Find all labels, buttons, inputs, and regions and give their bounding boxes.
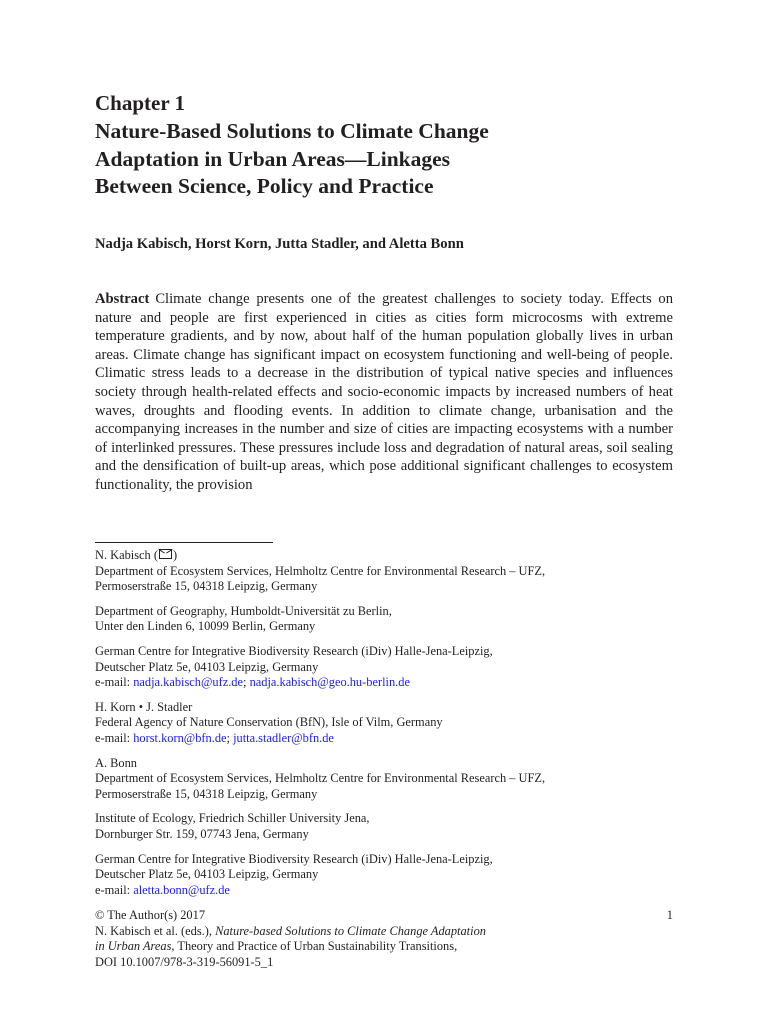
affiliation-line: Department of Ecosystem Services, Helmholtz Centre for Environmental Research – UFZ,: [95, 563, 546, 578]
affiliation-line: Permoserstraße 15, 04318 Leipzig, Germany: [95, 786, 318, 801]
author-name: H. Korn • J. Stadler: [95, 699, 193, 714]
chapter-title: [95, 118, 673, 201]
affiliation-kabisch-3: [95, 644, 673, 691]
chapter-label: Chapter 1: [95, 91, 186, 115]
chapter-title-line: Between Science, Policy and Practice: [95, 174, 434, 198]
email-line: e-mail: horst.korn@bfn.de; jutta.stadler@bfn.de: [95, 730, 334, 745]
book-title: Nature-based Solutions to Climate Change Adaptation: [215, 923, 486, 938]
affiliation-kabisch-2: [95, 604, 673, 635]
copyright: © The Author(s) 2017: [95, 908, 206, 922]
affiliation-line: Institute of Ecology, Friedrich Schiller University Jena,: [95, 811, 370, 826]
affiliation-bonn-2: [95, 811, 673, 842]
citation-line: N. Kabisch et al. (eds.), Nature-based Solutions to Climate Change Adaptation: [95, 923, 486, 938]
affiliations: [95, 548, 673, 907]
affiliation-line: Permoserstraße 15, 04318 Leipzig, Germany: [95, 579, 318, 594]
doi: DOI 10.1007/978-3-319-56091-5_1: [95, 954, 274, 969]
affiliation-line: Federal Agency of Nature Conservation (BfN), Isle of Vilm, Germany: [95, 715, 443, 730]
email-link[interactable]: nadja.kabisch@ufz.de: [133, 675, 244, 690]
email-link[interactable]: aletta.bonn@ufz.de: [133, 882, 230, 897]
affiliation-bonn: [95, 756, 673, 803]
affiliation-line: Deutscher Platz 5e, 04103 Leipzig, Germany: [95, 659, 319, 674]
email-link[interactable]: nadja.kabisch@geo.hu-berlin.de: [249, 675, 410, 690]
email-link[interactable]: jutta.stadler@bfn.de: [233, 730, 334, 745]
email-link[interactable]: horst.korn@bfn.de: [133, 730, 227, 745]
chapter-title-line: Nature-Based Solutions to Climate Change: [95, 119, 489, 143]
author-name: A. Bonn: [95, 755, 137, 770]
affiliation-line: German Centre for Integrative Biodiversity Research (iDiv) Halle-Jena-Leipzig,: [95, 643, 493, 658]
affiliation-line: Department of Geography, Humboldt-Universität zu Berlin,: [95, 603, 392, 618]
page-footer: [95, 908, 673, 970]
affiliation-line: Unter den Linden 6, 10099 Berlin, Germany: [95, 619, 316, 634]
author-list: Nadja Kabisch, Horst Korn, Jutta Stadler, and Aletta Bonn: [95, 236, 464, 252]
chapter-title-line: Adaptation in Urban Areas—Linkages: [95, 146, 451, 171]
affiliation-kabisch: [95, 548, 673, 595]
email-line: e-mail: aletta.bonn@ufz.de: [95, 882, 230, 897]
envelope-icon[interactable]: [159, 549, 172, 559]
email-line: e-mail: nadja.kabisch@ufz.de; nadja.kabisch@geo.hu-berlin.de: [95, 675, 410, 690]
abstract-label: Abstract: [95, 291, 150, 307]
footnote-divider: [95, 542, 273, 543]
affiliation-korn-stadler: [95, 700, 673, 747]
author-name: N. Kabisch ( ): [95, 548, 178, 562]
affiliation-line: German Centre for Integrative Biodiversity Research (iDiv) Halle-Jena-Leipzig,: [95, 851, 493, 866]
affiliation-line: Dornburger Str. 159, 07743 Jena, Germany: [95, 826, 309, 841]
affiliation-line: Deutscher Platz 5e, 04103 Leipzig, Germany: [95, 867, 319, 882]
book-title: in Urban Areas: [95, 939, 172, 954]
affiliation-line: Department of Ecosystem Services, Helmholtz Centre for Environmental Research – UFZ,: [95, 771, 546, 786]
affiliation-bonn-3: [95, 852, 673, 899]
abstract: [95, 290, 673, 495]
page-number: 1: [666, 908, 673, 922]
citation-line: in Urban Areas, Theory and Practice of Urban Sustainability Transitions,: [95, 939, 458, 954]
abstract-text: Climate change presents one of the greatest challenges to society today. Effects on nature and people are first experienced in cities as cities form microcosms with extreme temperature gradients, and by now, about half of the human population globally lives in urban areas. Climate change has significant impact on ecosystem functioning and well-being of people. Climatic stress leads to a decrease in the distribution of typical native species and influences society through health-related effects and socio-economic impacts by increased numbers of heat waves, droughts and flooding events. In addition to climate change, urbanisation and the accompanying increases in the number and size of cities are impacting ecosystems with a number of interlinked pressures. These pressures include loss and degradation of natural areas, soil sealing and the densification of built-up areas, which pose additional significant challenges to ecosystem functionality, the provision: [95, 291, 673, 493]
